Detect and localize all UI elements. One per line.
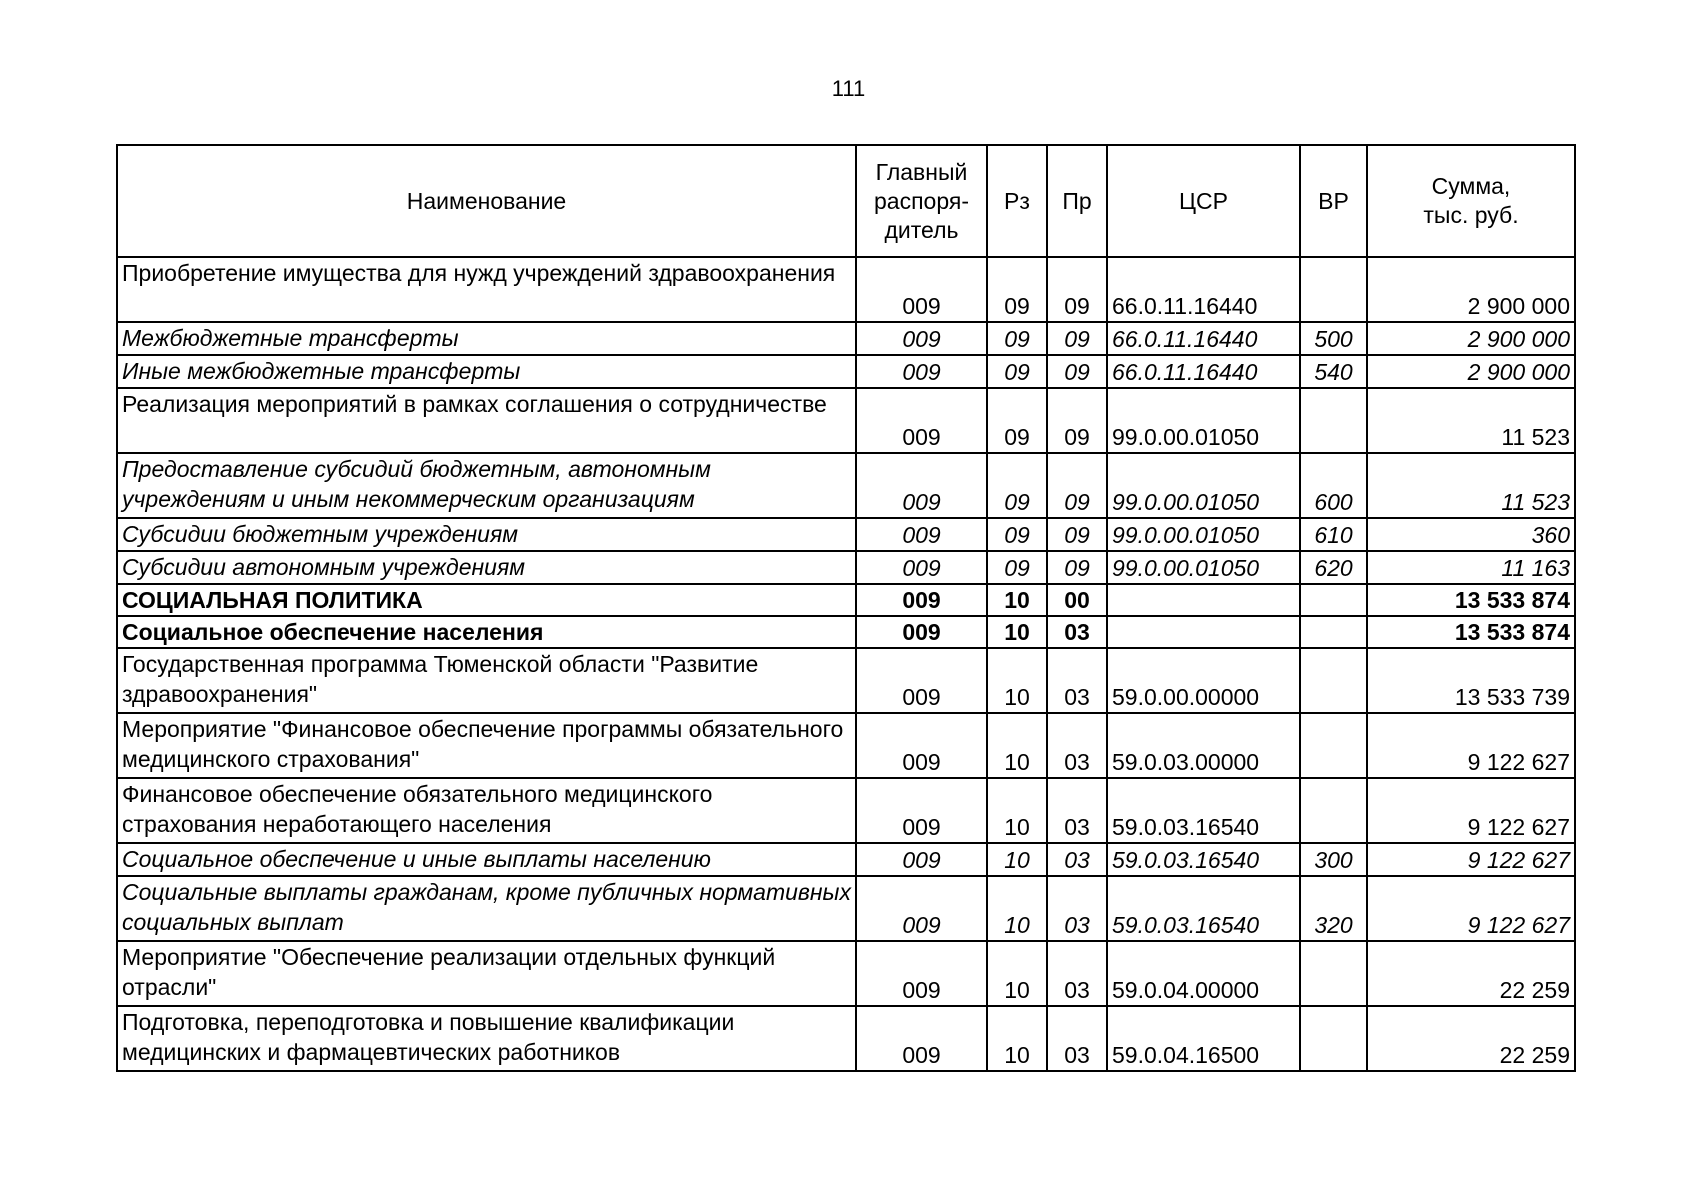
header-rz: Рз (987, 145, 1047, 257)
cell-amount: 360 (1367, 518, 1575, 551)
cell-amount: 13 533 874 (1367, 584, 1575, 616)
cell-amount: 9 122 627 (1367, 876, 1575, 941)
cell-manager: 009 (856, 941, 987, 1006)
cell-pr: 09 (1047, 322, 1107, 355)
cell-csr: 59.0.03.16540 (1107, 876, 1300, 941)
cell-name: Подготовка, переподготовка и повышение квалификации медицинских и фармацевтических работников (117, 1006, 856, 1071)
cell-name: Социальные выплаты гражданам, кроме публичных нормативных социальных выплат (117, 876, 856, 941)
cell-name: Государственная программа Тюменской области "Развитие здравоохранения" (117, 648, 856, 713)
cell-amount: 9 122 627 (1367, 843, 1575, 876)
header-manager: Главный распоря- дитель (856, 145, 987, 257)
cell-pr: 09 (1047, 388, 1107, 453)
cell-csr: 99.0.00.01050 (1107, 453, 1300, 518)
cell-pr: 09 (1047, 518, 1107, 551)
cell-rz: 10 (987, 843, 1047, 876)
table-body (117, 257, 1575, 1071)
cell-vr (1300, 388, 1367, 453)
cell-rz: 09 (987, 355, 1047, 388)
cell-name: Мероприятие "Финансовое обеспечение программы обязательного медицинского страхования" (117, 713, 856, 778)
table-row (117, 778, 1575, 843)
cell-pr: 03 (1047, 713, 1107, 778)
cell-rz: 09 (987, 453, 1047, 518)
cell-vr (1300, 713, 1367, 778)
header-vr: ВР (1300, 145, 1367, 257)
cell-vr (1300, 584, 1367, 616)
cell-vr (1300, 941, 1367, 1006)
cell-name: Финансовое обеспечение обязательного медицинского страхования неработающего населения (117, 778, 856, 843)
header-amount: Сумма, тыс. руб. (1367, 145, 1575, 257)
cell-rz: 09 (987, 551, 1047, 584)
cell-csr: 59.0.04.00000 (1107, 941, 1300, 1006)
cell-csr: 66.0.11.16440 (1107, 322, 1300, 355)
cell-rz: 10 (987, 616, 1047, 648)
cell-manager: 009 (856, 713, 987, 778)
table-row (117, 584, 1575, 616)
cell-amount: 9 122 627 (1367, 778, 1575, 843)
cell-amount: 22 259 (1367, 941, 1575, 1006)
cell-pr: 03 (1047, 876, 1107, 941)
cell-manager: 009 (856, 257, 987, 322)
table-row (117, 322, 1575, 355)
cell-vr: 540 (1300, 355, 1367, 388)
cell-amount: 13 533 739 (1367, 648, 1575, 713)
cell-vr: 320 (1300, 876, 1367, 941)
cell-pr: 03 (1047, 941, 1107, 1006)
cell-amount: 22 259 (1367, 1006, 1575, 1071)
cell-amount: 2 900 000 (1367, 355, 1575, 388)
cell-rz: 10 (987, 1006, 1047, 1071)
cell-csr: 59.0.04.16500 (1107, 1006, 1300, 1071)
cell-pr: 09 (1047, 551, 1107, 584)
cell-name: Иные межбюджетные трансферты (117, 355, 856, 388)
table-row (117, 453, 1575, 518)
cell-name: Приобретение имущества для нужд учреждений здравоохранения (117, 257, 856, 322)
cell-name: Субсидии бюджетным учреждениям (117, 518, 856, 551)
cell-csr: 99.0.00.01050 (1107, 388, 1300, 453)
table-row (117, 713, 1575, 778)
cell-rz: 10 (987, 778, 1047, 843)
cell-csr: 99.0.00.01050 (1107, 518, 1300, 551)
table-row (117, 616, 1575, 648)
cell-manager: 009 (856, 322, 987, 355)
cell-manager: 009 (856, 551, 987, 584)
cell-amount: 2 900 000 (1367, 257, 1575, 322)
cell-vr: 610 (1300, 518, 1367, 551)
cell-pr: 09 (1047, 453, 1107, 518)
cell-rz: 10 (987, 713, 1047, 778)
cell-manager: 009 (856, 843, 987, 876)
cell-pr: 03 (1047, 778, 1107, 843)
cell-name: Мероприятие "Обеспечение реализации отдельных функций отрасли" (117, 941, 856, 1006)
cell-pr: 09 (1047, 355, 1107, 388)
header-name: Наименование (117, 145, 856, 257)
cell-vr: 500 (1300, 322, 1367, 355)
cell-amount: 9 122 627 (1367, 713, 1575, 778)
cell-manager: 009 (856, 648, 987, 713)
cell-csr (1107, 584, 1300, 616)
header-pr: Пр (1047, 145, 1107, 257)
cell-manager: 009 (856, 453, 987, 518)
cell-name: Предоставление субсидий бюджетным, автономным учреждениям и иным некоммерческим организациям (117, 453, 856, 518)
cell-csr: 66.0.11.16440 (1107, 355, 1300, 388)
cell-csr (1107, 616, 1300, 648)
table-row (117, 1006, 1575, 1071)
cell-rz: 09 (987, 388, 1047, 453)
table-row (117, 941, 1575, 1006)
table-row (117, 518, 1575, 551)
cell-manager: 009 (856, 1006, 987, 1071)
header-row (117, 145, 1575, 257)
cell-csr: 59.0.00.00000 (1107, 648, 1300, 713)
cell-pr: 03 (1047, 616, 1107, 648)
table-row (117, 257, 1575, 322)
cell-vr (1300, 648, 1367, 713)
table-row (117, 648, 1575, 713)
page-number: 111 (831, 76, 866, 101)
cell-rz: 10 (987, 648, 1047, 713)
cell-rz: 09 (987, 257, 1047, 322)
cell-name: СОЦИАЛЬНАЯ ПОЛИТИКА (117, 584, 856, 616)
cell-vr (1300, 778, 1367, 843)
cell-name: Реализация мероприятий в рамках соглашения о сотрудничестве (117, 388, 856, 453)
cell-vr: 300 (1300, 843, 1367, 876)
header-csr: ЦСР (1107, 145, 1300, 257)
cell-manager: 009 (856, 876, 987, 941)
cell-pr: 09 (1047, 257, 1107, 322)
table-header (117, 145, 1575, 257)
table-row (117, 388, 1575, 453)
cell-csr: 66.0.11.16440 (1107, 257, 1300, 322)
cell-amount: 2 900 000 (1367, 322, 1575, 355)
cell-amount: 13 533 874 (1367, 616, 1575, 648)
cell-csr: 59.0.03.16540 (1107, 778, 1300, 843)
cell-pr: 03 (1047, 843, 1107, 876)
table-row (117, 843, 1575, 876)
cell-pr: 03 (1047, 1006, 1107, 1071)
cell-name: Субсидии автономным учреждениям (117, 551, 856, 584)
budget-table (116, 144, 1576, 1072)
cell-rz: 09 (987, 518, 1047, 551)
cell-manager: 009 (856, 518, 987, 551)
table-row (117, 551, 1575, 584)
cell-name: Социальное обеспечение населения (117, 616, 856, 648)
cell-manager: 009 (856, 388, 987, 453)
table-row (117, 876, 1575, 941)
cell-pr: 00 (1047, 584, 1107, 616)
cell-amount: 11 523 (1367, 388, 1575, 453)
cell-vr (1300, 257, 1367, 322)
cell-rz: 09 (987, 322, 1047, 355)
cell-name: Социальное обеспечение и иные выплаты населению (117, 843, 856, 876)
cell-rz: 10 (987, 876, 1047, 941)
cell-pr: 03 (1047, 648, 1107, 713)
cell-vr (1300, 616, 1367, 648)
cell-rz: 10 (987, 584, 1047, 616)
cell-vr: 620 (1300, 551, 1367, 584)
cell-manager: 009 (856, 584, 987, 616)
cell-csr: 59.0.03.00000 (1107, 713, 1300, 778)
cell-manager: 009 (856, 355, 987, 388)
cell-vr (1300, 1006, 1367, 1071)
cell-manager: 009 (856, 778, 987, 843)
cell-rz: 10 (987, 941, 1047, 1006)
cell-amount: 11 163 (1367, 551, 1575, 584)
cell-vr: 600 (1300, 453, 1367, 518)
cell-amount: 11 523 (1367, 453, 1575, 518)
cell-csr: 99.0.00.01050 (1107, 551, 1300, 584)
cell-csr: 59.0.03.16540 (1107, 843, 1300, 876)
cell-manager: 009 (856, 616, 987, 648)
cell-name: Межбюджетные трансферты (117, 322, 856, 355)
table-row (117, 355, 1575, 388)
